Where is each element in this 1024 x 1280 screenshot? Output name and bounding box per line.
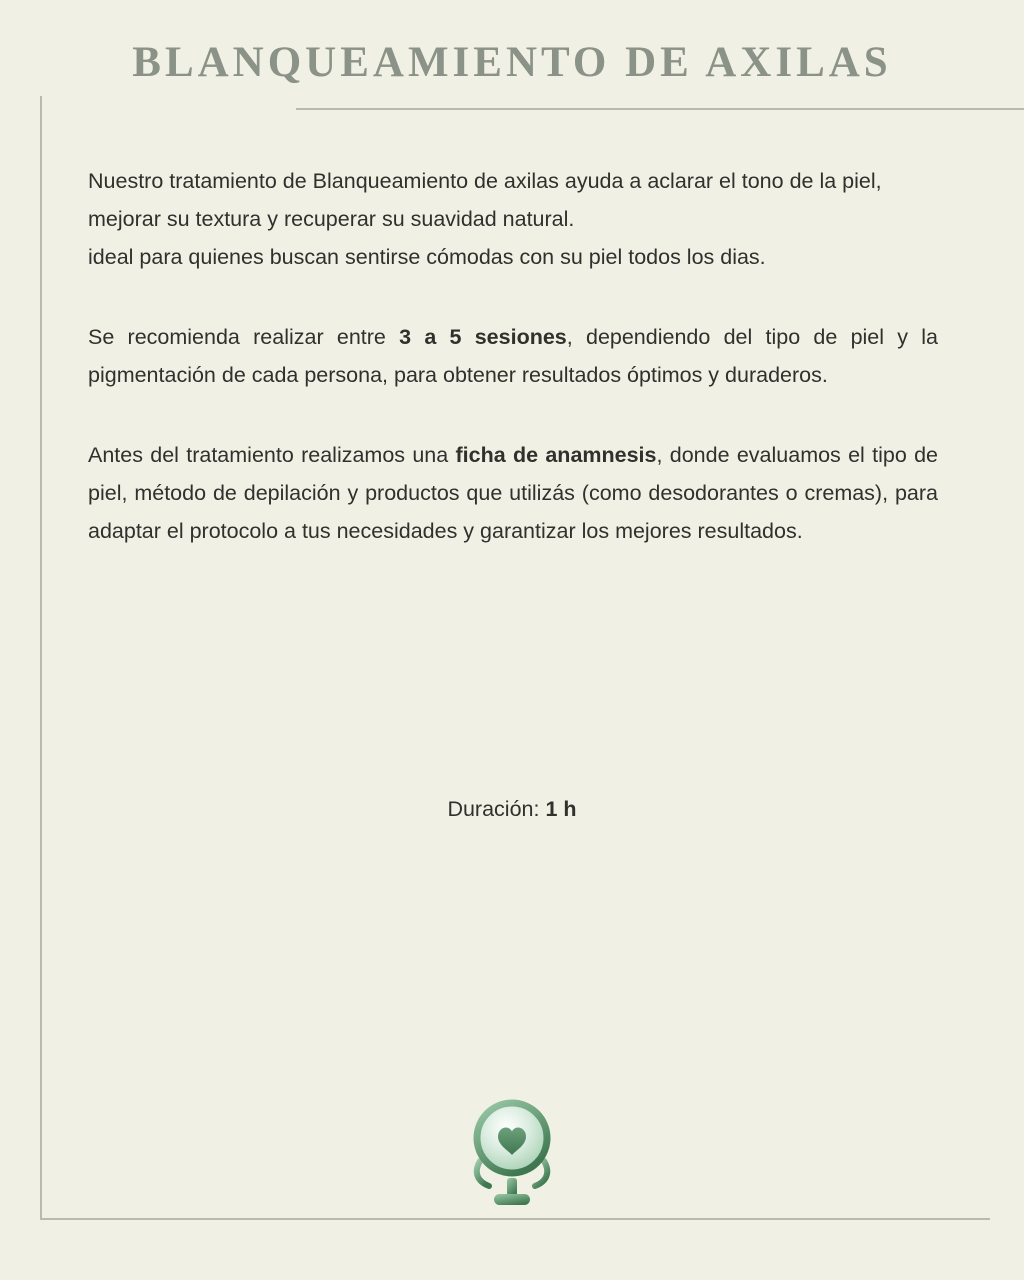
sessions-bold-text: 3 a 5 sesiones <box>399 325 567 349</box>
mirror-heart-icon <box>451 1088 573 1216</box>
paragraph-sessions <box>88 318 938 394</box>
title-underline-rule <box>296 108 1024 110</box>
duration-value: 1 h <box>545 797 577 821</box>
duration-line <box>0 797 1024 822</box>
paragraph-anamnesis <box>88 436 938 550</box>
anamnesis-pre-text: Antes del tratamiento realizamos una <box>88 443 456 467</box>
body-text <box>88 162 938 592</box>
anamnesis-bold-text: ficha de anamnesis <box>455 443 657 467</box>
bottom-border-rule <box>40 1218 990 1220</box>
duration-label: Duración: <box>447 797 546 821</box>
anamnesis-post-text: , donde evaluamos el tipo de piel, método de depilación y productos que utilizás (como desodorantes o cremas), para adaptar el protocolo a tus necesidades y garantizar los mejores resultados. <box>88 443 938 543</box>
intro-sub-text: ideal para quienes buscan sentirse cómodas con su piel todos los dias. <box>88 245 766 269</box>
intro-main-text: Nuestro tratamiento de Blanqueamiento de axilas ayuda a aclarar el tono de la piel, mejorar su textura y recuperar su suavidad natural. <box>88 169 882 231</box>
paragraph-intro <box>88 162 938 276</box>
page-title: BLANQUEAMIENTO DE AXILAS <box>132 39 892 86</box>
sessions-pre-text: Se recomienda realizar entre <box>88 325 400 349</box>
sessions-post-text: , dependiendo del tipo de piel y la pigmentación de cada persona, para obtener resultados óptimos y duraderos. <box>88 325 939 387</box>
left-border-rule <box>40 96 42 1220</box>
